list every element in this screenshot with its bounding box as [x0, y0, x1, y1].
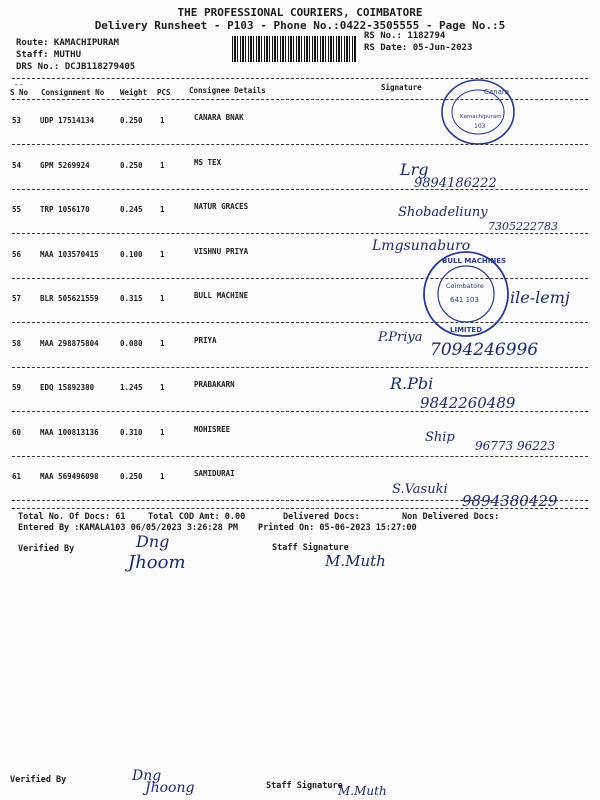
- handwritten-phone-60: 96773 96223: [475, 439, 556, 453]
- row-pcs: 1: [160, 428, 165, 437]
- row-weight: 0.250: [120, 161, 143, 170]
- row-sno: 55: [12, 205, 22, 214]
- bottom-verified-signature: Dng: [132, 768, 162, 784]
- signature-vishnu-priya: Lmgsunaburo: [372, 238, 471, 254]
- row-pcs: 1: [160, 472, 165, 481]
- row-consignee: NATUR GRACES: [194, 202, 249, 211]
- handwritten-note-57: ile-lemj: [510, 288, 570, 307]
- signature-ms-tex: Lrg: [400, 160, 429, 179]
- total-docs: Total No. Of Docs: 61: [18, 512, 126, 522]
- route: Route: KAMACHIPURAM: [16, 38, 119, 48]
- row-consignment-no: BLR 505621559: [40, 294, 99, 303]
- row-divider: [12, 367, 588, 368]
- row-weight: 0.310: [120, 428, 143, 437]
- col-consignment: Consignment No: [41, 88, 105, 97]
- verified-by-signature: Dng: [136, 532, 170, 551]
- row-consignment-no: MAA 298875804: [40, 339, 99, 348]
- delivered-docs: Delivered Docs:: [283, 512, 360, 522]
- handwritten-phone-55: 7305222783: [488, 220, 558, 233]
- handwritten-phone-58: 7094246996: [430, 340, 539, 360]
- row-pcs: 1: [160, 383, 165, 392]
- row-sno: 59: [12, 383, 22, 392]
- staff-signature: M.Muth: [325, 552, 386, 570]
- signature-mohisree: Ship: [425, 430, 455, 445]
- row-consignee: MS TEX: [194, 158, 222, 167]
- row-sno: 60: [12, 428, 22, 437]
- verified-by-label: Verified By: [18, 544, 75, 554]
- row-pcs: 1: [160, 116, 165, 125]
- staff: Staff: MUTHU: [16, 50, 82, 60]
- footer-rule: [12, 508, 588, 509]
- row-weight: 0.080: [120, 339, 143, 348]
- row-sno: 57: [12, 294, 22, 303]
- row-weight: 0.245: [120, 205, 143, 214]
- barcode: [232, 36, 356, 62]
- row-divider: [12, 456, 588, 457]
- printed-on: Printed On: 05-06-2023 15:27:00: [258, 523, 417, 533]
- signature-natur-graces: Shobadeliuny: [398, 205, 488, 220]
- row-consignee: PRABAKARN: [194, 380, 235, 389]
- row-pcs: 1: [160, 250, 165, 259]
- rs-number: RS No.: 1182794: [364, 31, 446, 41]
- entered-by: Entered By :KAMALA103 06/05/2023 3:26:28 PM: [18, 523, 239, 533]
- drs-number: DRS No.: DCJB118279405: [16, 62, 136, 72]
- handwritten-phone-61: 9894380429: [462, 492, 558, 510]
- rs-date: RS Date: 05-Jun-2023: [364, 43, 473, 53]
- row-weight: 0.100: [120, 250, 143, 259]
- bottom-verified-signature-2: Jhoong: [145, 780, 195, 796]
- handwritten-phone-59: 9842260489: [420, 394, 516, 412]
- col-sno: S No: [10, 88, 29, 97]
- svg-text:Canara: Canara: [484, 88, 510, 96]
- row-sno: 58: [12, 339, 22, 348]
- row-consignment-no: TRP 1056170: [40, 205, 90, 214]
- row-weight: 0.315: [120, 294, 143, 303]
- col-consignee: Consignee Details: [189, 86, 266, 95]
- bottom-verified-by-label: Verified By: [10, 775, 67, 785]
- bottom-staff-signature: M.Muth: [338, 784, 387, 798]
- row-divider: [12, 233, 588, 234]
- company-title: THE PROFESSIONAL COURIERS, COIMBATORE: [177, 6, 423, 19]
- svg-text:BULL MACHINES: BULL MACHINES: [442, 257, 507, 265]
- signature-priya: P.Priya: [378, 330, 423, 345]
- row-consignee: SAMIDURAI: [194, 469, 235, 478]
- svg-text:103: 103: [474, 123, 486, 130]
- row-pcs: 1: [160, 339, 165, 348]
- canara-bank-stamp: [438, 76, 518, 148]
- row-sno: 61: [12, 472, 22, 481]
- row-consignee: CANARA BNAK: [194, 113, 244, 122]
- staff-signature-label: Staff Signature: [272, 543, 349, 553]
- col-weight: Weight: [120, 88, 148, 97]
- row-sno: 54: [12, 161, 22, 170]
- row-weight: 0.250: [120, 472, 143, 481]
- row-weight: 1.245: [120, 383, 143, 392]
- handwritten-name-61: S.Vasuki: [392, 482, 448, 497]
- row-consignee: VISHNU PRIYA: [194, 247, 249, 256]
- svg-text:Coimbatore: Coimbatore: [446, 282, 484, 290]
- row-consignee: BULL MACHINE: [194, 291, 249, 300]
- row-pcs: 1: [160, 294, 165, 303]
- row-weight: 0.250: [120, 116, 143, 125]
- col-pcs: PCS: [157, 88, 171, 97]
- row-divider: [12, 189, 588, 190]
- row-consignment-no: UDP 17514134: [40, 116, 95, 125]
- row-consignment-no: MAA 100813136: [40, 428, 99, 437]
- signature-prabakarn: R.Pbi: [390, 374, 434, 393]
- row-consignment-no: MAA 569496098: [40, 472, 99, 481]
- row-consignee: MOHISREE: [194, 425, 231, 434]
- bottom-staff-signature-label: Staff Signature: [266, 781, 343, 791]
- verified-by-signature-2: Jhoom: [128, 552, 186, 573]
- row-pcs: 1: [160, 205, 165, 214]
- row-consignment-no: GPM 5269924: [40, 161, 90, 170]
- row-pcs: 1: [160, 161, 165, 170]
- row-consignment-no: EDQ 15892380: [40, 383, 95, 392]
- row-consignee: PRIYA: [194, 336, 217, 345]
- svg-text:Kamachipuram: Kamachipuram: [460, 114, 502, 120]
- handwritten-phone-54: 9894186222: [414, 176, 497, 191]
- runsheet-title: Delivery Runsheet - P103 - Phone No.:0422-3505555 - Page No.:5: [94, 19, 506, 32]
- row-sno: 53: [12, 116, 22, 125]
- row-sno: 56: [12, 250, 22, 259]
- svg-text:LIMITED: LIMITED: [450, 326, 483, 334]
- total-cod: Total COD Amt: 0.00: [148, 512, 246, 522]
- col-signature: Signature: [381, 83, 422, 92]
- bull-machines-stamp: [420, 248, 512, 340]
- svg-text:641 103: 641 103: [450, 296, 479, 304]
- non-delivered-docs: Non Delivered Docs:: [402, 512, 500, 522]
- row-consignment-no: MAA 103570415: [40, 250, 99, 259]
